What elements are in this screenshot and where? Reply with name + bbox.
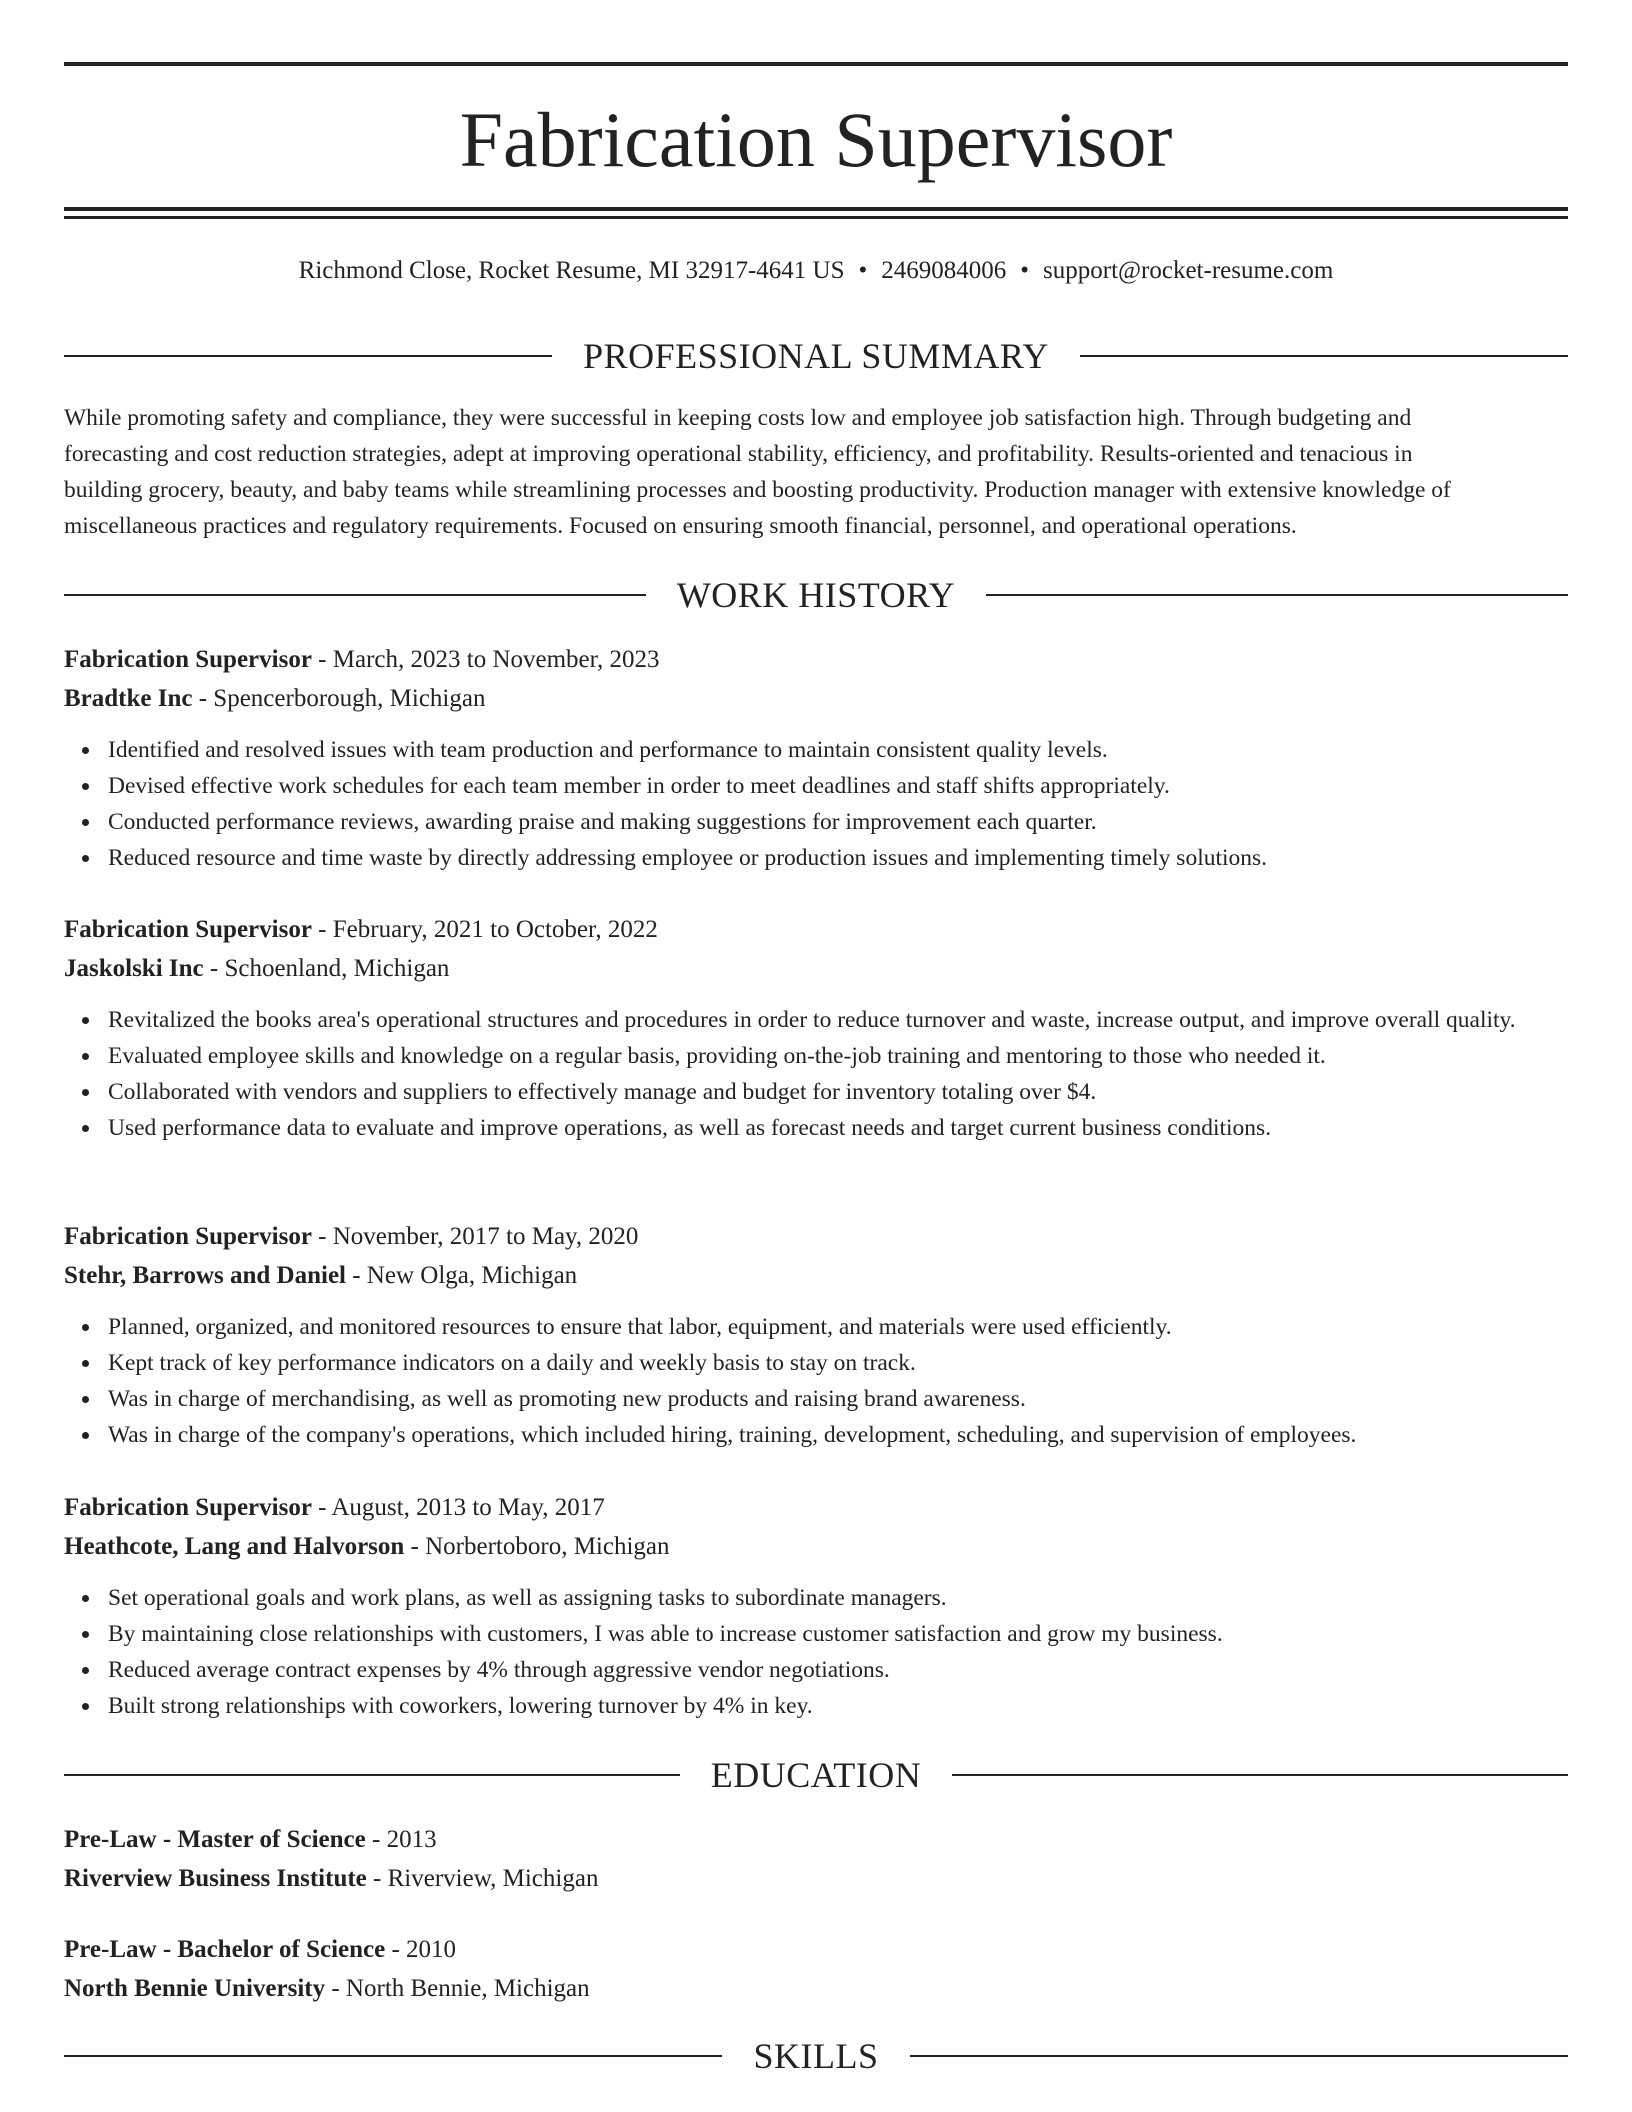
job-bullet: Set operational goals and work plans, as well as assigning tasks to subordinate managers. xyxy=(108,1580,1568,1616)
job-company-line xyxy=(64,1256,1568,1295)
job-bullet: Devised effective work schedules for each team member in order to meet deadlines and staff shifts appropriately. xyxy=(108,768,1568,804)
job-company-line xyxy=(64,679,1568,718)
job-bullet: Identified and resolved issues with team production and performance to maintain consistent quality levels. xyxy=(108,732,1568,768)
education-school: North Bennie University xyxy=(64,1975,326,2002)
education-location: - North Bennie, Michigan xyxy=(325,1975,590,2002)
job-bullet: By maintaining close relationships with customers, I was able to increase customer satisfaction and grow my business. xyxy=(108,1616,1568,1652)
job-entry xyxy=(64,910,1568,1146)
job-location: - New Olga, Michigan xyxy=(345,1262,578,1289)
education-entry xyxy=(64,1820,1568,1898)
job-company: Jaskolski Inc xyxy=(64,955,204,982)
job-bullet: Reduced average contract expenses by 4% through aggressive vendor negotiations. xyxy=(108,1652,1568,1688)
job-dates: - March, 2023 to November, 2023 xyxy=(311,646,660,673)
job-company-line xyxy=(64,1527,1568,1566)
summary-line: While promoting safety and compliance, they were successful in keeping costs low and employee job satisfaction high. Through budgeting and xyxy=(64,405,1412,431)
job-bullet: Used performance data to evaluate and improve operations, as well as forecast needs and target current business conditions. xyxy=(108,1110,1568,1146)
section-title: PROFESSIONAL SUMMARY xyxy=(583,336,1049,376)
header-top-rule xyxy=(64,62,1568,66)
job-entry xyxy=(64,1488,1568,1724)
job-title: Fabrication Supervisor xyxy=(64,916,312,943)
job-bullet: Evaluated employee skills and knowledge on a regular basis, providing on-the-job training and mentoring to those who needed it. xyxy=(108,1038,1568,1074)
education-degree-line xyxy=(64,1820,1568,1859)
job-bullet: Was in charge of the company's operations, which included hiring, training, development, scheduling, and supervision of employees. xyxy=(108,1417,1568,1453)
section-title: EDUCATION xyxy=(710,1755,922,1795)
contact-separator: • xyxy=(1020,257,1030,284)
header-double-rule-top xyxy=(64,207,1568,211)
contact-separator: • xyxy=(858,257,868,284)
job-bullet: Revitalized the books area's operational structures and procedures in order to reduce turnover and waste, increase output, and improve overall quality. xyxy=(108,1002,1568,1038)
job-bullet: Collaborated with vendors and suppliers to effectively manage and budget for inventory totaling over $4. xyxy=(108,1074,1568,1110)
job-bullets xyxy=(64,732,1568,876)
job-bullet: Conducted performance reviews, awarding praise and making suggestions for improvement each quarter. xyxy=(108,804,1568,840)
summary-line: forecasting and cost reduction strategies, adept at improving operational stability, efficiency, and profitability. Results-oriented and tenacious in xyxy=(64,441,1413,467)
contact-address: Richmond Close, Rocket Resume, MI 32917-4641 US xyxy=(298,257,845,284)
education-school-line xyxy=(64,1969,1568,2008)
job-location: - Schoenland, Michigan xyxy=(203,955,450,982)
education-degree: Pre-Law - Bachelor of Science xyxy=(64,1936,386,1963)
job-title-line xyxy=(64,910,1568,949)
job-bullets xyxy=(64,1580,1568,1724)
job-dates: - February, 2021 to October, 2022 xyxy=(311,916,658,943)
job-location: - Spencerborough, Michigan xyxy=(192,685,486,712)
summary-text xyxy=(64,400,1568,544)
job-dates: - August, 2013 to May, 2017 xyxy=(311,1494,605,1521)
education-school-line xyxy=(64,1859,1568,1898)
job-title-line xyxy=(64,1488,1568,1527)
job-dates: - November, 2017 to May, 2020 xyxy=(311,1223,639,1250)
section-rule-right xyxy=(1080,355,1568,357)
education-year: - 2010 xyxy=(385,1936,457,1963)
job-entry xyxy=(64,1217,1568,1453)
job-title: Fabrication Supervisor xyxy=(64,646,312,673)
resume-name: Fabrication Supervisor xyxy=(459,96,1173,183)
section-title: SKILLS xyxy=(753,2036,879,2076)
job-company-line xyxy=(64,949,1568,988)
job-title: Fabrication Supervisor xyxy=(64,1494,312,1521)
job-company: Heathcote, Lang and Halvorson xyxy=(64,1533,405,1560)
education-school: Riverview Business Institute xyxy=(64,1865,367,1892)
job-company: Bradtke Inc xyxy=(64,685,193,712)
job-title-line xyxy=(64,640,1568,679)
job-bullets xyxy=(64,1002,1568,1146)
education-year: - 2013 xyxy=(365,1826,437,1853)
education-entry xyxy=(64,1930,1568,2008)
section-heading-work-history xyxy=(64,575,1568,615)
job-location: - Norbertoboro, Michigan xyxy=(404,1533,670,1560)
summary-line: miscellaneous practices and regulatory requirements. Focused on ensuring smooth financial, personnel, and operational operations. xyxy=(64,513,1297,539)
job-bullet: Kept track of key performance indicators on a daily and weekly basis to stay on track. xyxy=(108,1345,1568,1381)
section-rule-right xyxy=(910,2055,1568,2057)
section-rule-right xyxy=(986,594,1568,596)
education-degree-line xyxy=(64,1930,1568,1969)
section-title: WORK HISTORY xyxy=(676,575,956,615)
contact-email: support@rocket-resume.com xyxy=(1043,257,1334,284)
contact-phone: 2469084006 xyxy=(881,257,1007,284)
job-title: Fabrication Supervisor xyxy=(64,1223,312,1250)
job-bullets xyxy=(64,1309,1568,1453)
job-bullet: Planned, organized, and monitored resources to ensure that labor, equipment, and materials were used efficiently. xyxy=(108,1309,1568,1345)
contact-line xyxy=(64,256,1568,286)
job-entry xyxy=(64,640,1568,876)
education-degree: Pre-Law - Master of Science xyxy=(64,1826,366,1853)
section-heading-summary xyxy=(64,336,1568,376)
job-company: Stehr, Barrows and Daniel xyxy=(64,1262,346,1289)
header-double-rule-bottom xyxy=(64,216,1568,219)
section-heading-skills xyxy=(64,2036,1568,2076)
job-bullet: Was in charge of merchandising, as well as promoting new products and raising brand awareness. xyxy=(108,1381,1568,1417)
section-heading-education xyxy=(64,1755,1568,1795)
summary-line: building grocery, beauty, and baby teams while streamlining processes and boosting productivity. Production manager with extensive knowledge of xyxy=(64,477,1451,503)
job-title-line xyxy=(64,1217,1568,1256)
job-bullet: Reduced resource and time waste by directly addressing employee or production issues and implementing timely solutions. xyxy=(108,840,1568,876)
section-rule-right xyxy=(952,1774,1568,1776)
education-location: - Riverview, Michigan xyxy=(366,1865,599,1892)
job-bullet: Built strong relationships with coworkers, lowering turnover by 4% in key. xyxy=(108,1688,1568,1724)
